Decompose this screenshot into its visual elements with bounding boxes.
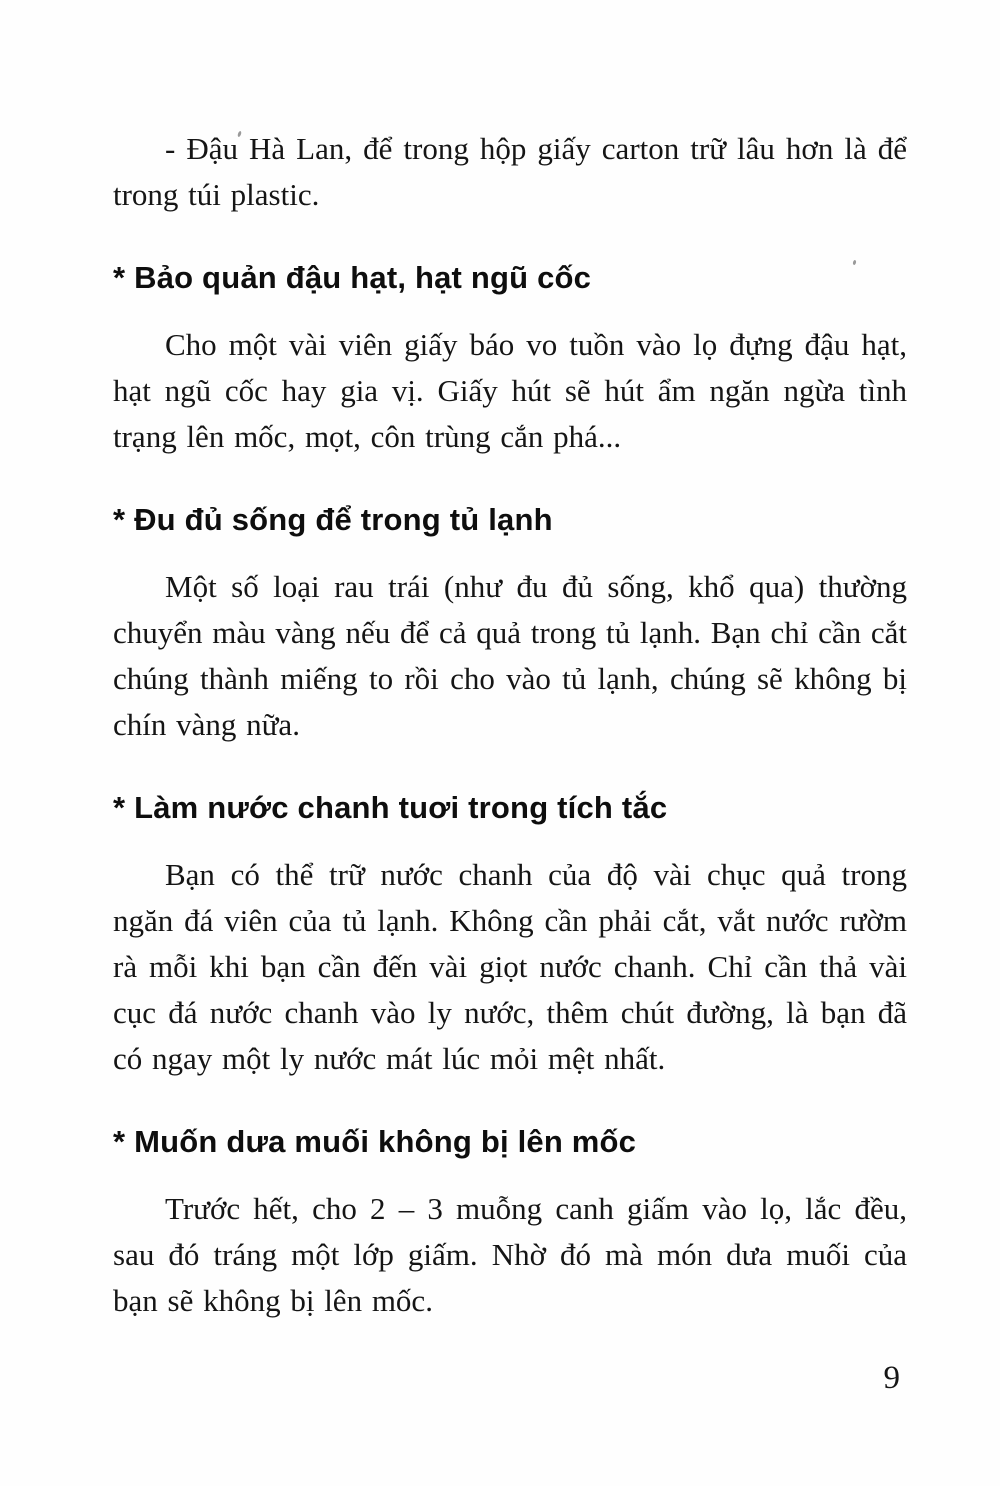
section-heading-dua-muoi: * Muốn dưa muối không bị lên mốc (113, 1124, 637, 1159)
section-body-dua-muoi: Trước hết, cho 2 – 3 muỗng canh giấm vào lọ, lắc đều, sau đó tráng một lớp giấm. Nhờ đó mà món dưa muối của bạn sẽ không bị lên mốc. (113, 1191, 907, 1318)
section-heading-nuoc-chanh: * Làm nước chanh tuơi trong tích tắc (113, 790, 668, 825)
section-body-bao-quan-dau-hat: Cho một vài viên giấy báo vo tuồn vào lọ đựng đậu hạt, hạt ngũ cốc hay gia vị. Giấy hút sẽ hút ẩm ngăn ngừa tình trạng lên mốc, mọt, côn trùng cắn phá... (113, 327, 907, 454)
section-heading-bao-quan-dau-hat: * Bảo quản đậu hạt, hạt ngũ cốc (113, 260, 592, 295)
section-heading-du-du-song: * Đu đủ sống để trong tủ lạnh (113, 502, 553, 537)
section-body-du-du-song: Một số loại rau trái (như đu đủ sống, khổ qua) thường chuyển màu vàng nếu để cả quả trong tủ lạnh. Bạn chỉ cần cắt chúng thành miếng to rồi cho vào tủ lạnh, chúng sẽ không bị chín vàng nữa. (113, 569, 907, 742)
page-content (113, 126, 907, 1324)
intro-list-item: - Đậu Hà Lan, để trong hộp giấy carton trữ lâu hơn là để trong túi plastic. (113, 131, 907, 212)
section-body-nuoc-chanh: Bạn có thể trữ nước chanh của độ vài chục quả trong ngăn đá viên của tủ lạnh. Không cần phải cắt, vắt nước rườm rà mỗi khi bạn cần đến vài giọt nước chanh. Chỉ cần thả vài cục đá nước chanh vào ly nước, thêm chút đường, là bạn đã có ngay một ly nước mát lúc mỏi mệt nhất. (113, 857, 907, 1076)
page-number: 9 (883, 1360, 900, 1396)
